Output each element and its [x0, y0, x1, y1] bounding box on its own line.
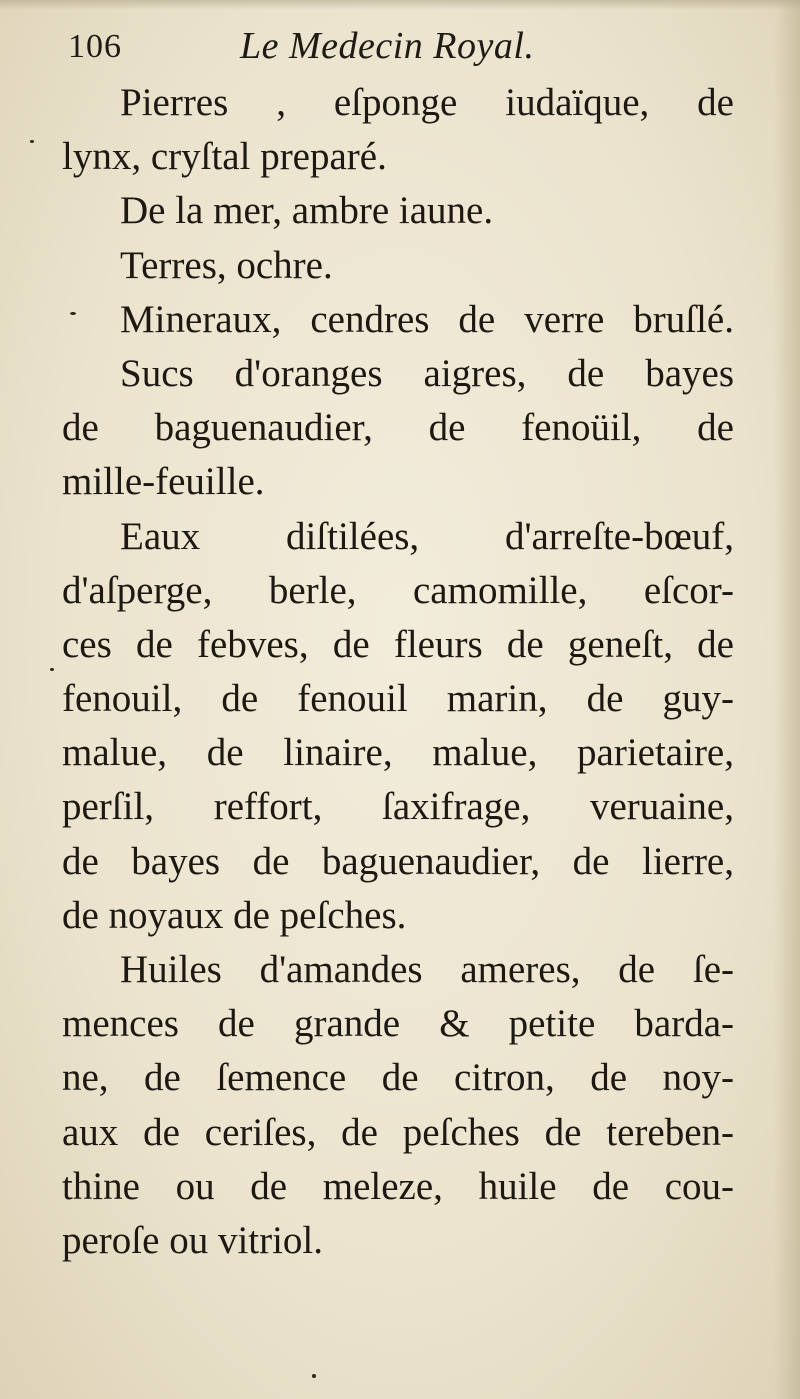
text-line: ne, de ſemence de citron, de noy- — [62, 1056, 734, 1100]
text-line: de bayes de baguenaudier, de lierre, — [62, 839, 734, 883]
text-line: perſil, reffort, ſaxifrage, veruaine, — [62, 785, 734, 829]
ink-speck — [50, 668, 54, 671]
text-line: Huiles d'amandes ameres, de ſe- — [120, 948, 734, 991]
ink-speck — [70, 312, 76, 315]
page-top-shadow — [0, 0, 800, 10]
running-title: Le Medecin Royal. — [240, 25, 535, 67]
text-line: Sucs d'oranges aigres, de bayes — [120, 351, 734, 395]
text-line: lynx, cryſtal preparé. — [62, 135, 387, 179]
text-line: fenouil, de fenouil marin, de guy- — [62, 677, 734, 721]
text-line: de baguenaudier, de fenoüil, de — [62, 406, 734, 450]
text-line: aux de ceriſes, de peſches de tereben- — [62, 1110, 734, 1154]
text-line: Pierres , eſponge iudaïque, de — [120, 81, 734, 124]
text-line: d'aſperge, berle, camomille, eſcor- — [62, 568, 734, 612]
text-line: Eaux diſtilées, d'arreſte-bœuf, — [120, 514, 734, 558]
text-line: ces de febves, de fleurs de geneſt, de — [62, 622, 734, 666]
ink-speck — [30, 140, 34, 143]
ink-speck — [312, 1374, 316, 1378]
text-line: thine ou de meleze, huile de cou- — [62, 1164, 734, 1208]
page-number: 106 — [68, 28, 122, 65]
text-line: peroſe ou vitriol. — [62, 1218, 324, 1262]
text-line: Mineraux, cendres de verre bruſlé. — [120, 297, 734, 341]
page-edge-shadow — [774, 0, 800, 1399]
page-header — [68, 22, 708, 72]
body-text — [62, 76, 734, 1268]
text-line: malue, de linaire, malue, parietaire, — [62, 731, 734, 775]
text-line: mille-feuille. — [62, 460, 265, 504]
text-line: mences de grande & petite barda- — [62, 1002, 734, 1046]
text-line: De la mer, ambre iaune. — [120, 189, 494, 233]
text-line: de noyaux de peſches. — [62, 893, 407, 937]
text-line: Terres, ochre. — [120, 243, 333, 287]
